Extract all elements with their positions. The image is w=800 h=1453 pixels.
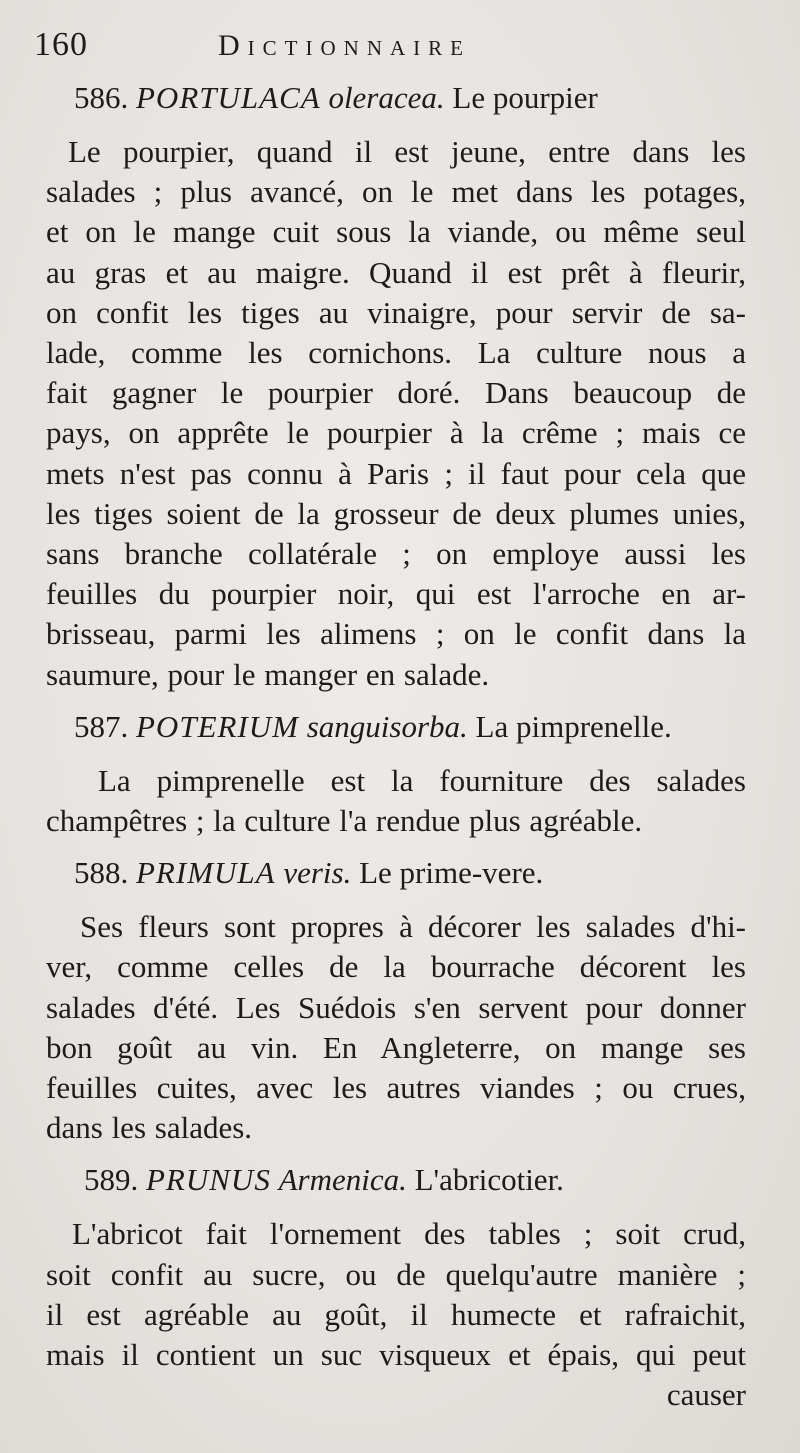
text-line: sans branche collatérale ; on employe aussi les (46, 536, 746, 572)
entry-common-name: La pimprenelle. (475, 708, 672, 744)
text-line: saumure, pour le manger en salade. (46, 656, 490, 692)
text-line: et on le mange cuit sous la viande, ou même seul (46, 214, 746, 250)
entry-genus: PRUNUS (146, 1162, 271, 1198)
text-line: champêtres ; la culture l'a rendue plus agréable. (46, 803, 643, 839)
text-line: soit confit au sucre, ou de quelqu'autre manière ; (46, 1256, 746, 1292)
text-line: lade, comme les cornichons. La culture nous a (46, 335, 746, 371)
entry-common-name: Le pourpier (452, 80, 598, 115)
text-line: pays, on apprête le pourpier à la crême ; mais ce (46, 415, 746, 451)
entry-number: 588. (74, 855, 129, 891)
text-line: salades d'été. Les Suédois s'en servent pour donner (46, 989, 746, 1025)
entry-number: 589. (84, 1162, 139, 1198)
text-line: Ses fleurs sont propres à décorer les salades d'hi- (80, 909, 746, 945)
entry-genus: POTERIUM (136, 708, 299, 744)
text-line: ver, comme celles de la bourrache décorent les (46, 949, 746, 985)
entry-paragraph (46, 1214, 746, 1415)
text-line: brisseau, parmi les alimens ; on le confit dans la (46, 616, 746, 652)
running-title: Dictionnaire (218, 29, 471, 62)
text-line: mets n'est pas connu à Paris ; il faut pour cela que (46, 455, 746, 491)
text-line: feuilles du pourpier noir, qui est l'arroche en ar- (46, 576, 746, 612)
entry-heading (74, 707, 746, 747)
page-number: 160 (34, 26, 88, 63)
text-line: bon goût au vin. En Angleterre, on mange ses (46, 1029, 746, 1065)
text-line: Le pourpier, quand il est jeune, entre dans les (68, 134, 746, 169)
text-line: salades ; plus avancé, on le met dans les potages, (46, 174, 746, 210)
entry-paragraph (46, 907, 746, 1148)
page-header (34, 26, 740, 66)
entry-species: sanguisorba. (306, 708, 468, 744)
text-line: fait gagner le pourpier doré. Dans beaucoup de (46, 375, 746, 411)
entry-species: veris. (283, 855, 352, 891)
text-line: il est agréable au goût, il humecte et rafraichit, (46, 1296, 746, 1332)
text-line: feuilles cuites, avec les autres viandes ; ou crues, (46, 1070, 746, 1106)
text-line: on confit les tiges au vinaigre, pour servir de sa- (46, 294, 746, 330)
text-line: les tiges soient de la grosseur de deux plumes unies, (46, 495, 746, 531)
entry-number: 587. (74, 708, 129, 744)
entry-genus: PORTULACA (136, 80, 321, 115)
entry-common-name: Le prime-vere. (359, 855, 544, 891)
entry-paragraph (46, 761, 746, 841)
text-line: L'abricot fait l'ornement des tables ; soit crud, (72, 1216, 746, 1252)
entry-species: oleracea. (328, 80, 445, 115)
page-body (46, 78, 746, 1415)
entry-paragraph (46, 132, 746, 695)
entry-common-name: L'abricotier. (414, 1162, 564, 1198)
entry-heading (74, 78, 746, 118)
entry-number: 586. (74, 80, 129, 115)
catchword: causer (666, 1377, 746, 1413)
text-line: mais il contient un suc visqueux et épais, qui peut (46, 1337, 746, 1373)
entry-genus: PRIMULA (136, 855, 276, 891)
text-line: au gras et au maigre. Quand il est prêt à fleurir, (46, 254, 746, 290)
text-line: dans les salades. (46, 1110, 253, 1146)
text-line: La pimprenelle est la fourniture des salades (98, 762, 746, 798)
entry-species: Armenica. (278, 1162, 407, 1198)
entry-heading (84, 1160, 746, 1200)
entry-heading (74, 853, 746, 893)
